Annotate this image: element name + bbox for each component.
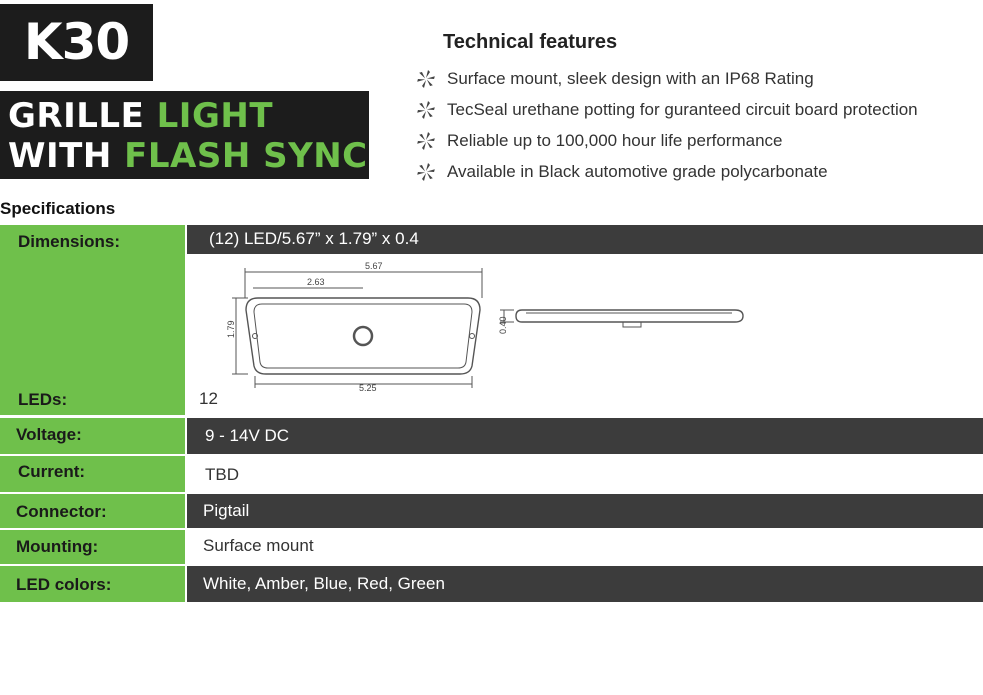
model-badge: K30 bbox=[0, 4, 153, 81]
voltage-band bbox=[187, 418, 983, 454]
dimensions-value: (12) LED/5.67” x 1.79” x 0.4 bbox=[209, 229, 419, 248]
connector-value: Pigtail bbox=[203, 501, 250, 520]
current-label: Current: bbox=[18, 462, 86, 481]
feature-text: Surface mount, sleek design with an IP68 Rating bbox=[447, 68, 814, 88]
technical-features-list bbox=[415, 63, 918, 187]
title-line1-green: LIGHT bbox=[156, 96, 274, 136]
current-value: TBD bbox=[205, 465, 239, 484]
half-length-label: 2.63 bbox=[307, 277, 325, 287]
title-line1-white: GRILLE bbox=[8, 96, 157, 136]
pinwheel-icon bbox=[415, 161, 437, 183]
label-block-dimensions bbox=[0, 225, 185, 415]
title-line2-green: FLASH SYNC bbox=[124, 136, 368, 176]
feature-item bbox=[415, 156, 918, 187]
connector-label: Connector: bbox=[16, 502, 107, 521]
feature-text: Reliable up to 100,000 hour life performance bbox=[447, 130, 783, 150]
inner-length-label: 5.25 bbox=[359, 383, 377, 393]
pinwheel-icon bbox=[415, 68, 437, 90]
technical-features-title: Technical features bbox=[443, 31, 618, 53]
specifications-title: Specifications bbox=[0, 199, 116, 218]
feature-item bbox=[415, 63, 918, 94]
feature-text: Available in Black automotive grade polycarbonate bbox=[447, 161, 828, 181]
feature-text: TecSeal urethane potting for guranteed circuit board protection bbox=[447, 99, 918, 119]
colors-value: White, Amber, Blue, Red, Green bbox=[203, 574, 445, 593]
dimensions-band bbox=[187, 225, 983, 254]
leds-label: LEDs: bbox=[18, 390, 68, 409]
pinwheel-icon bbox=[415, 99, 437, 121]
feature-item bbox=[415, 94, 918, 125]
pinwheel-icon bbox=[415, 130, 437, 152]
dimensions-label: Dimensions: bbox=[18, 232, 121, 251]
overall-length-label: 5.67 bbox=[365, 261, 383, 271]
connector-band bbox=[187, 494, 983, 528]
depth-label: 0.40 bbox=[498, 316, 508, 334]
product-title bbox=[0, 91, 369, 179]
colors-label: LED colors: bbox=[16, 575, 112, 594]
mounting-value: Surface mount bbox=[203, 536, 314, 555]
voltage-value: 9 - 14V DC bbox=[205, 426, 290, 445]
leds-value: 12 bbox=[199, 389, 218, 408]
mounting-label: Mounting: bbox=[16, 537, 99, 556]
dimension-drawing bbox=[210, 258, 770, 393]
height-label: 1.79 bbox=[226, 320, 236, 338]
title-line2-white: WITH bbox=[8, 136, 125, 176]
colors-band bbox=[187, 566, 983, 602]
feature-item bbox=[415, 125, 918, 156]
voltage-label: Voltage: bbox=[16, 425, 82, 444]
